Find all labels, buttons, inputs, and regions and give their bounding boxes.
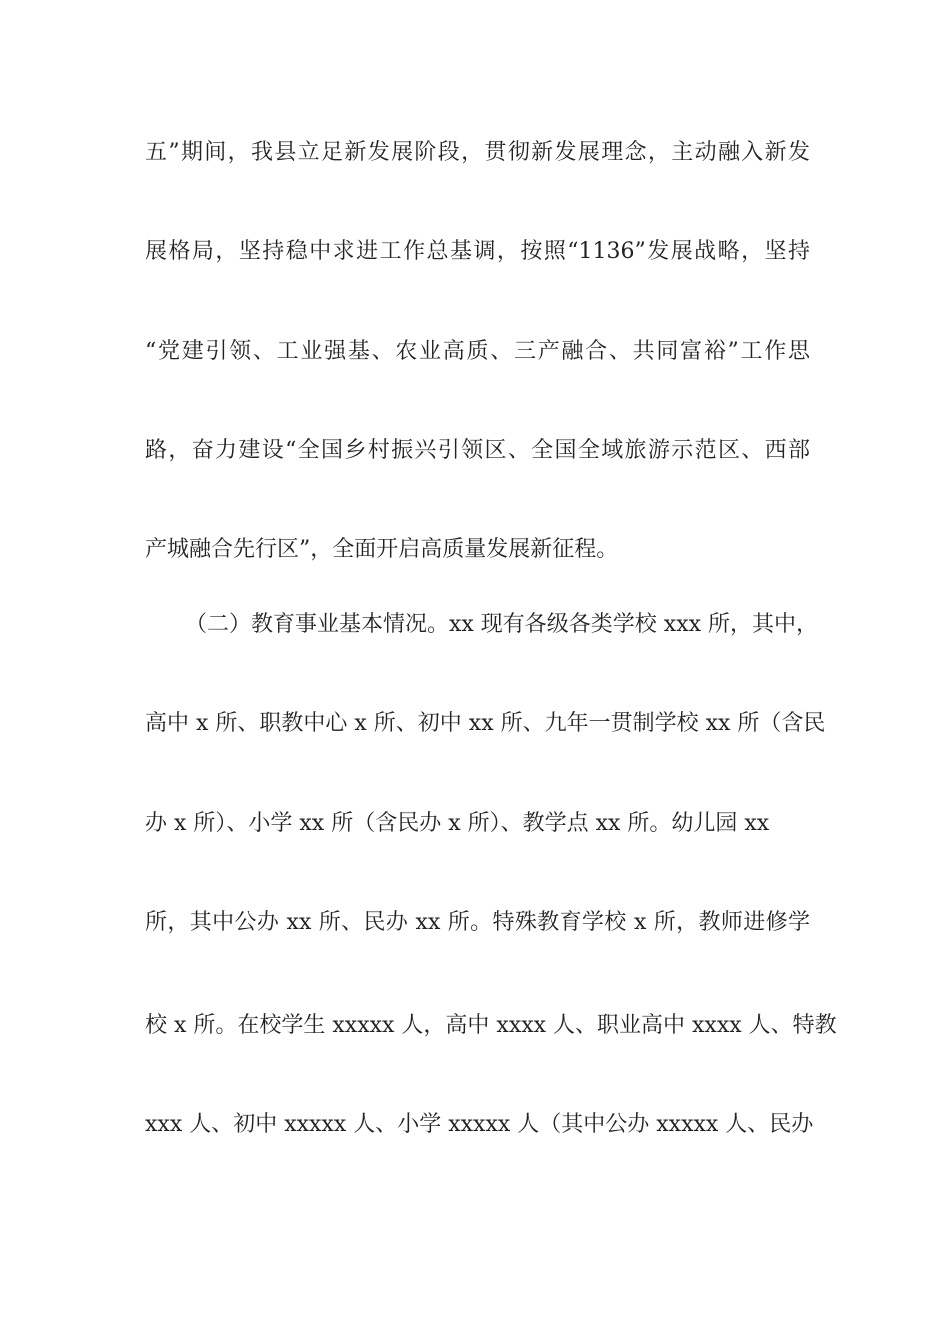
paragraph-1-line-5: 产城融合先行区”，全面开启高质量发展新征程。 [145,537,619,562]
paragraph-1-line-3: “党建引领、工业强基、农业高质、三产融合、共同富裕”工作思 [145,339,810,364]
paragraph-2-line-3: 办 x 所）、小学 xx 所（含民办 x 所）、教学点 xx 所。幼儿园 xx [145,811,770,836]
paragraph-2-heading-line: （二）教育事业基本情况。xx 现有各级各类学校 xxx 所，其中， [185,612,819,637]
paragraph-2-line-4: 所，其中公办 xx 所、民办 xx 所。特殊教育学校 x 所，教师进修学 [145,910,810,935]
paragraph-1-line-4: 路，奋力建设“全国乡村振兴引领区、全国全域旅游示范区、西部 [145,438,810,463]
paragraph-2-line-2: 高中 x 所、职教中心 x 所、初中 xx 所、九年一贯制学校 xx 所（含民 [145,711,826,736]
paragraph-2-line-6: xxx 人、初中 xxxxx 人、小学 xxxxx 人（其中公办 xxxxx 人、民办 [145,1112,814,1137]
paragraph-1-line-2: 展格局，坚持稳中求进工作总基调，按照“1136”发展战略，坚持 [145,239,810,264]
paragraph-2-line-5: 校 x 所。在校学生 xxxxx 人，高中 xxxx 人、职业高中 xxxx 人、特教 [145,1013,837,1038]
paragraph-1-line-1: 五”期间，我县立足新发展阶段，贯彻新发展理念，主动融入新发 [145,140,810,165]
